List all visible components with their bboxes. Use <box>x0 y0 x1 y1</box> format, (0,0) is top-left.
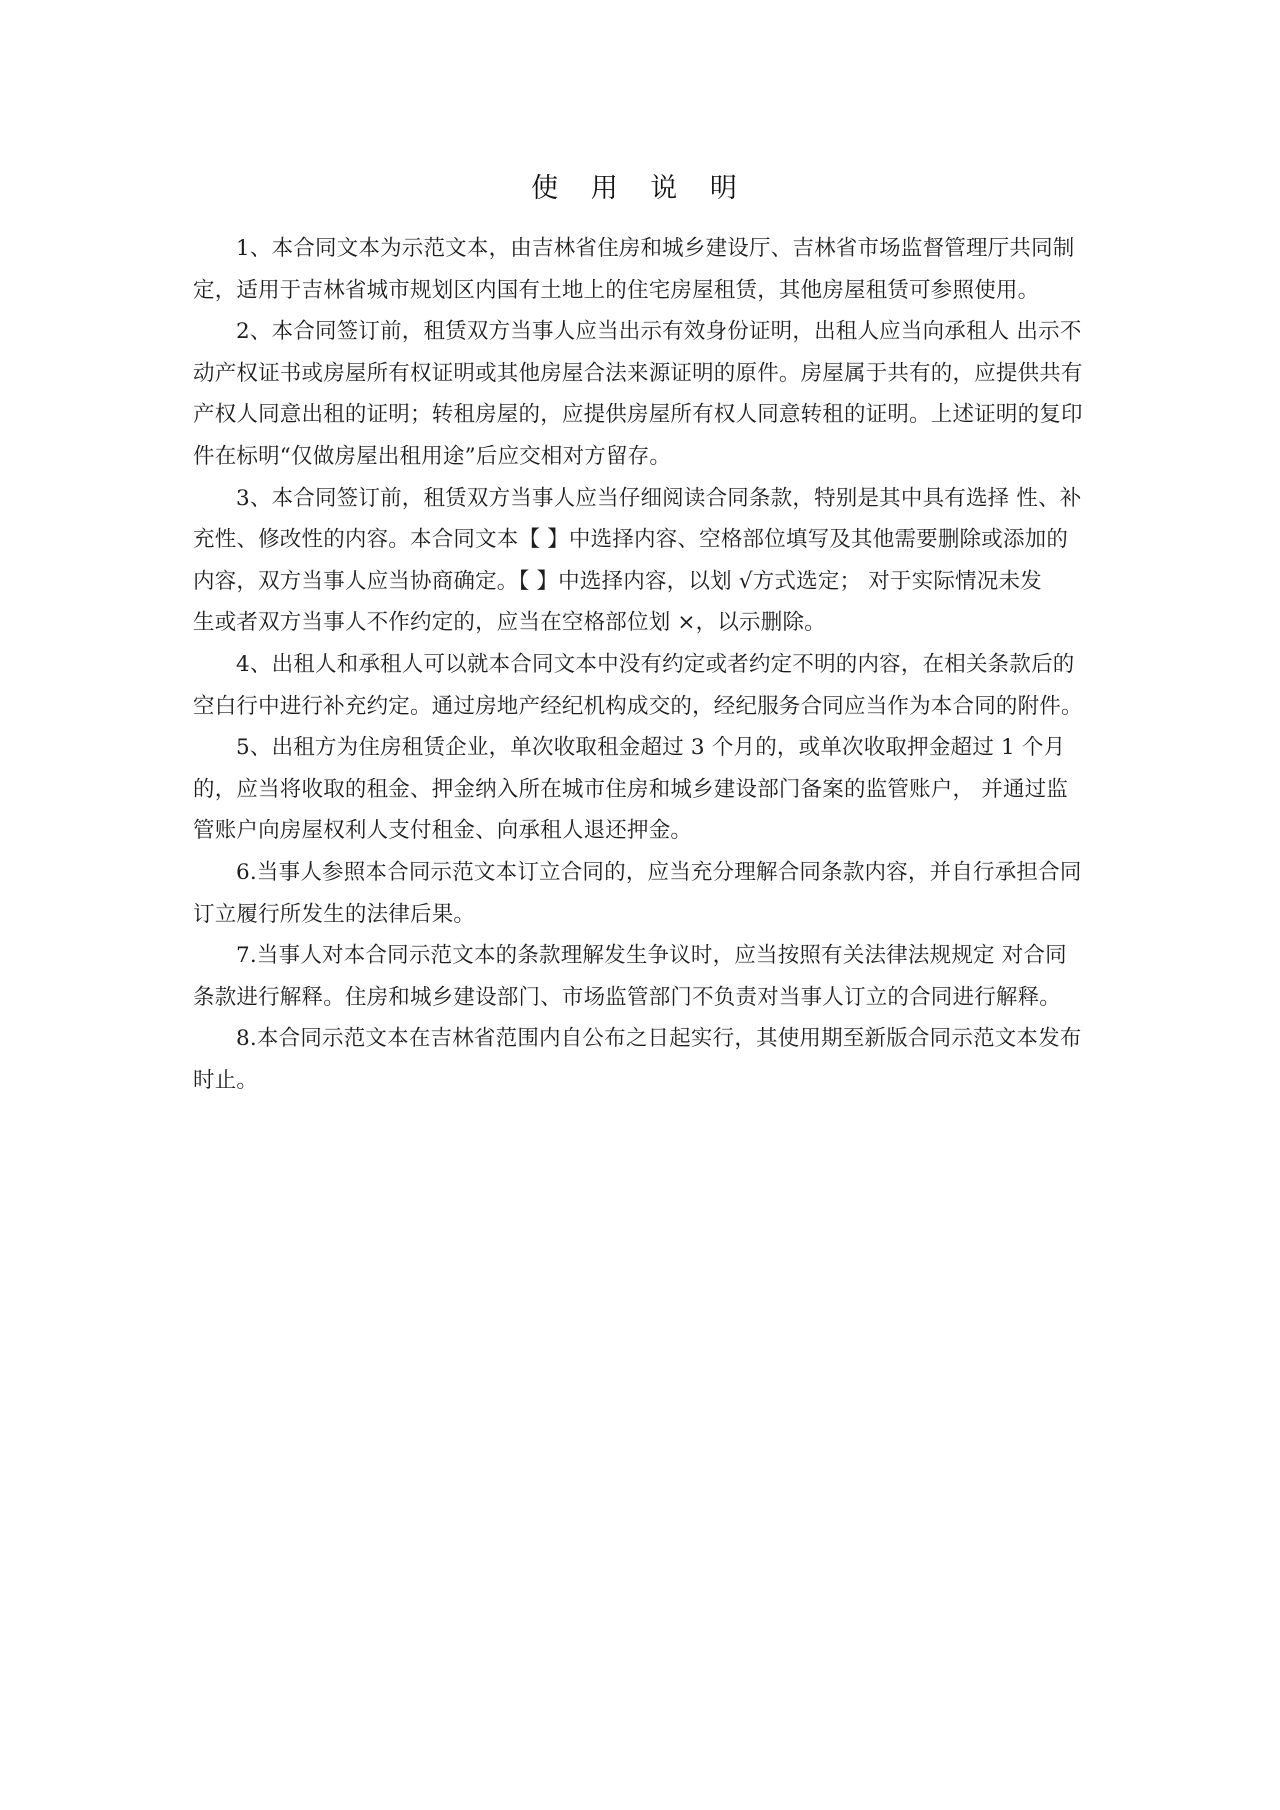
paragraph-line: 定，适用于吉林省城市规划区内国有土地上的住宅房屋租赁，其他房屋租赁可参照使用。 <box>193 277 1040 303</box>
paragraph-3 <box>193 478 1093 644</box>
paragraph-line: 7.当事人对本合同示范文本的条款理解发生争议时，应当按照有关法律法规规定 对合同 <box>236 943 1067 969</box>
paragraph-line: 4、出租人和承租人可以就本合同文本中没有约定或者约定不明的内容，在相关条款后的 <box>236 651 1075 677</box>
paragraph-line: 动产权证书或房屋所有权证明或其他房屋合法来源证明的原件。房屋属于共有的，应提供共有 <box>193 360 1083 386</box>
paragraph-8 <box>193 1018 1093 1101</box>
paragraph-line: 5、出租方为住房租赁企业，单次收取租金超过 3 个月的，或单次收取押金超过 1 个月 <box>236 735 1066 761</box>
paragraph-line: 生或者双方当事人不作约定的，应当在空格部位划 ×，以示删除。 <box>193 610 826 636</box>
paragraph-line: 3、本合同签订前，租赁双方当事人应当仔细阅读合同条款，特别是其中具有选择 性、补 <box>236 485 1082 511</box>
paragraph-4 <box>193 644 1093 727</box>
paragraph-line: 订立履行所发生的法律后果。 <box>193 901 476 927</box>
paragraph-line: 1、本合同文本为示范文本，由吉林省住房和城乡建设厅、吉林省市场监督管理厅共同制 <box>236 236 1075 261</box>
paragraph-6 <box>193 852 1093 935</box>
paragraph-line: 内容，双方当事人应当协商确定。【 】中选择内容，以划 √方式选定； 对于实际情况未发 <box>193 568 1042 594</box>
page-title: 使 用 说 明 <box>531 173 749 204</box>
paragraph-line: 6.当事人参照本合同示范文本订立合同的，应当充分理解合同条款内容，并自行承担合同 <box>236 859 1082 885</box>
paragraph-1 <box>193 228 1093 311</box>
paragraph-line: 8.本合同示范文本在吉林省范围内自公布之日起实行，其使用期至新版合同示范文本发布 <box>236 1026 1082 1052</box>
paragraph-line: 时止。 <box>193 1067 259 1093</box>
paragraph-line: 2、本合同签订前，租赁双方当事人应当出示有效身份证明，出租人应当向承租人 出示不 <box>236 319 1082 345</box>
paragraph-2 <box>193 311 1093 477</box>
paragraph-line: 件在标明“仅做房屋出租用途”后应交相对方留存。 <box>193 443 672 469</box>
paragraph-line: 条款进行解释。住房和城乡建设部门、市场监管部门不负责对当事人订立的合同进行解释。 <box>193 984 1062 1010</box>
document-body <box>193 228 1093 1101</box>
paragraph-line: 管账户向房屋权利人支付租金、向承租人退还押金。 <box>193 818 693 844</box>
paragraph-5 <box>193 727 1093 852</box>
paragraph-line: 产权人同意出租的证明；转租房屋的，应提供房屋所有权人同意转租的证明。上述证明的复印 <box>193 402 1083 428</box>
paragraph-line: 空白行中进行补充约定。通过房地产经纪机构成交的，经纪服务合同应当作为本合同的附件。 <box>193 693 1083 719</box>
paragraph-line: 充性、修改性的内容。本合同文本【 】中选择内容、空格部位填写及其他需要删除或添加的 <box>193 527 1069 553</box>
paragraph-7 <box>193 935 1093 1018</box>
paragraph-line: 的，应当将收取的租金、押金纳入所在城市住房和城乡建设部门备案的监管账户， 并通过监 <box>193 776 1069 802</box>
